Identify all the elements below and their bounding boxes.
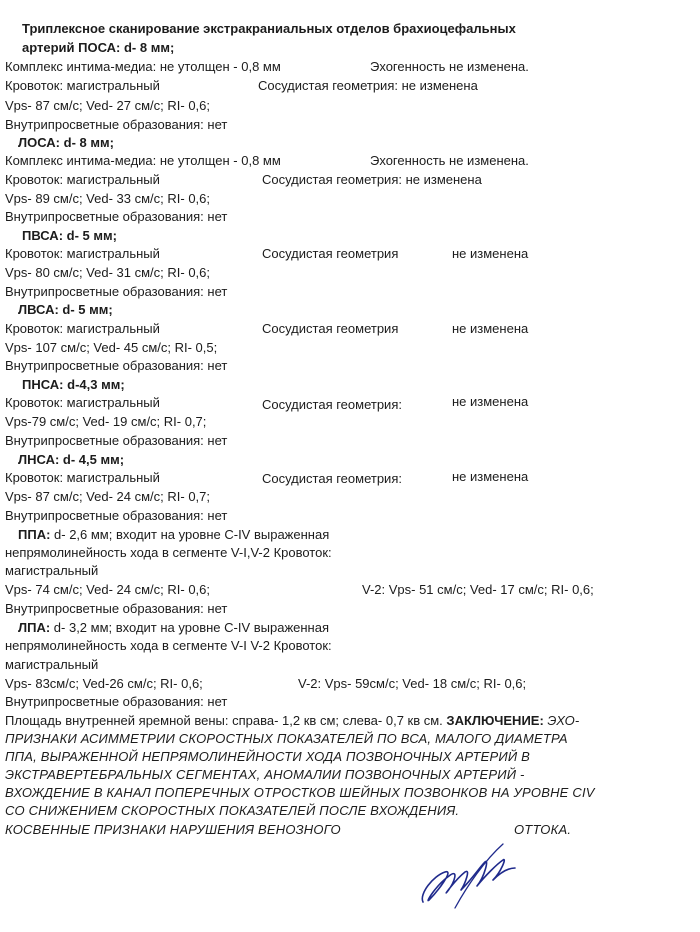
- lnsa-intraluminal: Внутрипросветные образования: нет: [5, 508, 228, 523]
- conclusion-label: ЗАКЛЮЧЕНИЕ:: [446, 713, 544, 728]
- lvsa-header: ЛВСА: d- 5 мм;: [18, 302, 113, 317]
- posa-kim: Комплекс интима-медиа: не утолщен - 0,8 мм: [5, 59, 281, 74]
- posa-echo: Эхогенность не изменена.: [370, 59, 529, 74]
- lpa-header: ЛПА:: [18, 620, 51, 635]
- lnsa-geometry-value: не изменена: [452, 469, 529, 484]
- conclusion-line6: СО СНИЖЕНИЕМ СКОРОСТНЫХ ПОКАЗАТЕЛЕЙ ПОСЛЕ ВХОЖДЕНИЯ.: [5, 803, 460, 818]
- ppa-line1: [18, 527, 329, 543]
- jugular-vein-area: Площадь внутренней яремной вены: справа- 1,2 кв см; слева- 0,7 кв см.: [5, 713, 443, 728]
- conclusion-line4: ЭКСТРАВЕРТЕБРАЛЬНЫХ СЕГМЕНТАХ, АНОМАЛИИ ПОЗВОНОЧНЫХ АРТЕРИЙ -: [5, 767, 525, 782]
- lpa-diameter: d- 3,2 мм; входит на уровне С-IV выраженная: [50, 620, 330, 635]
- lnsa-flow: Кровоток: магистральный: [5, 470, 160, 485]
- losa-velocity: Vps- 89 см/с; Ved- 33 см/с; RI- 0,6;: [5, 191, 211, 206]
- ppa-diameter: d- 2,6 мм; входит на уровне С-IV выраженная: [50, 527, 330, 542]
- signature-icon: [415, 842, 525, 912]
- pvsa-intraluminal: Внутрипросветные образования: нет: [5, 284, 228, 299]
- posa-velocity: Vps- 87 см/с; Ved- 27 см/с; RI- 0,6;: [5, 98, 211, 113]
- ppa-intraluminal: Внутрипросветные образования: нет: [5, 601, 228, 616]
- lnsa-geometry: Сосудистая геометрия:: [262, 471, 402, 486]
- posa-geometry: Сосудистая геометрия: не изменена: [258, 78, 478, 93]
- ppa-velocity: Vps- 74 см/с; Ved- 24 см/с; RI- 0,6;: [5, 582, 211, 597]
- conclusion-line7b: ОТТОКА.: [514, 822, 572, 837]
- conclusion-line2: ПРИЗНАКИ АСИММЕТРИИ СКОРОСТНЫХ ПОКАЗАТЕЛЕЙ ПО ВСА, МАЛОГО ДИАМЕТРА: [5, 731, 568, 746]
- losa-intraluminal: Внутрипросветные образования: нет: [5, 209, 228, 224]
- lpa-line2: непрямолинейность хода в сегменте V-I V-2 Кровоток:: [5, 638, 332, 653]
- losa-header: ЛОСА: d- 8 мм;: [18, 135, 114, 150]
- pvsa-header: ПВСА: d- 5 мм;: [22, 228, 117, 243]
- losa-kim: Комплекс интима-медиа: не утолщен - 0,8 мм: [5, 153, 281, 168]
- report-title: Триплексное сканирование экстракраниальных отделов брахиоцефальных: [22, 21, 516, 36]
- pnsa-geometry-value: не изменена: [452, 394, 529, 409]
- lvsa-velocity: Vps- 107 см/с; Ved- 45 см/с; RI- 0,5;: [5, 340, 218, 355]
- conclusion-line5: ВХОЖДЕНИЕ В КАНАЛ ПОПЕРЕЧНЫХ ОТРОСТКОВ ШЕЙНЫХ ПОЗВОНКОВ НА УРОВНЕ CIV: [5, 785, 595, 800]
- ppa-line2: непрямолинейность хода в сегменте V-I,V-2 Кровоток:: [5, 545, 332, 560]
- losa-geometry: Сосудистая геометрия: не изменена: [262, 172, 482, 187]
- lvsa-flow: Кровоток: магистральный: [5, 321, 160, 336]
- pvsa-geometry: Сосудистая геометрия: [262, 246, 399, 261]
- ppa-header: ППА:: [18, 527, 51, 542]
- lnsa-header: ЛНСА: d- 4,5 мм;: [18, 452, 125, 467]
- conclusion-line7a: КОСВЕННЫЕ ПРИЗНАКИ НАРУШЕНИЯ ВЕНОЗНОГО: [5, 822, 341, 837]
- lpa-intraluminal: Внутрипросветные образования: нет: [5, 694, 228, 709]
- losa-echo: Эхогенность не изменена.: [370, 153, 529, 168]
- lpa-velocity: Vps- 83см/с; Ved-26 см/с; RI- 0,6;: [5, 676, 203, 691]
- pvsa-flow: Кровоток: магистральный: [5, 246, 160, 261]
- pvsa-velocity: Vps- 80 см/с; Ved- 31 см/с; RI- 0,6;: [5, 265, 211, 280]
- posa-intraluminal: Внутрипросветные образования: нет: [5, 117, 228, 132]
- losa-flow: Кровоток: магистральный: [5, 172, 160, 187]
- conclusion-text-start: ЭХО-: [547, 713, 580, 728]
- lvsa-geometry-value: не изменена: [452, 321, 529, 336]
- lpa-line3: магистральный: [5, 657, 99, 672]
- posa-flow: Кровоток: магистральный: [5, 78, 160, 93]
- lnsa-velocity: Vps- 87 см/с; Ved- 24 см/с; RI- 0,7;: [5, 489, 211, 504]
- ppa-line3: магистральный: [5, 563, 99, 578]
- pnsa-intraluminal: Внутрипросветные образования: нет: [5, 433, 228, 448]
- pnsa-flow: Кровоток: магистральный: [5, 395, 160, 410]
- ppa-velocity-v2: V-2: Vps- 51 см/с; Ved- 17 см/с; RI- 0,6;: [362, 582, 594, 597]
- pnsa-header: ПНСА: d-4,3 мм;: [22, 377, 125, 392]
- lvsa-intraluminal: Внутрипросветные образования: нет: [5, 358, 228, 373]
- posa-header: артерий ПОСА: d- 8 мм;: [22, 40, 175, 55]
- lvsa-geometry: Сосудистая геометрия: [262, 321, 399, 336]
- pnsa-geometry: Сосудистая геометрия:: [262, 397, 402, 412]
- lpa-velocity-v2: V-2: Vps- 59см/с; Ved- 18 см/с; RI- 0,6;: [298, 676, 527, 691]
- pnsa-velocity: Vps-79 см/с; Ved- 19 см/с; RI- 0,7;: [5, 414, 207, 429]
- conclusion-line3: ППА, ВЫРАЖЕННОЙ НЕПРЯМОЛИНЕЙНОСТИ ХОДА ПОЗВОНОЧНЫХ АРТЕРИЙ В: [5, 749, 531, 764]
- pvsa-geometry-value: не изменена: [452, 246, 529, 261]
- lpa-line1: [18, 620, 329, 636]
- conclusion-line1: [5, 713, 579, 729]
